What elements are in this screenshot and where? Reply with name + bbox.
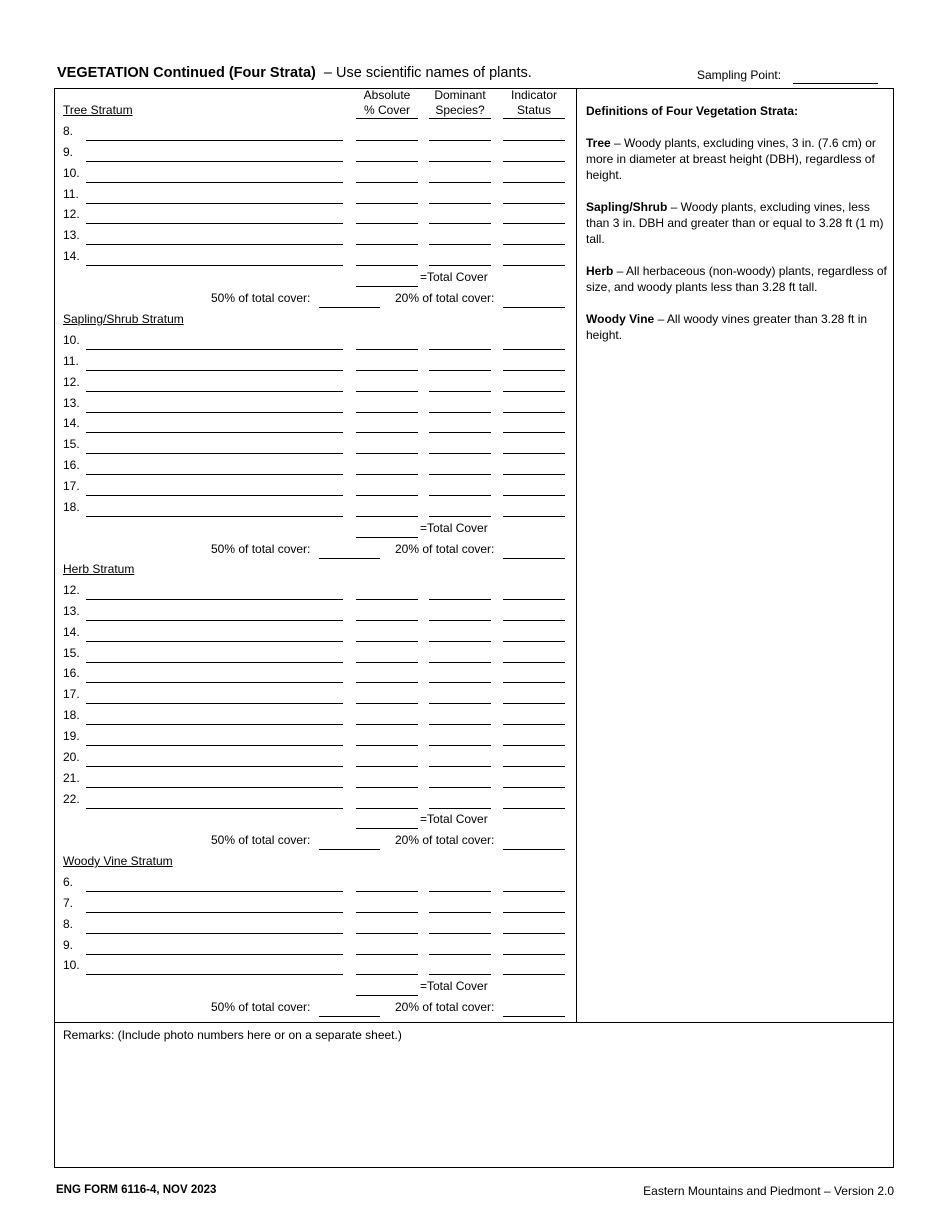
twenty-percent-field[interactable]: [503, 307, 565, 308]
species-name-field[interactable]: [86, 474, 343, 475]
form-title: [57, 65, 532, 81]
absolute-cover-field[interactable]: [356, 808, 418, 809]
absolute-cover-field[interactable]: [356, 265, 418, 266]
absolute-cover-field[interactable]: [356, 161, 418, 162]
absolute-cover-field[interactable]: [356, 682, 418, 683]
species-name-field[interactable]: [86, 912, 343, 913]
row-number: 10.: [63, 333, 80, 347]
twenty-percent-label: 20% of total cover:: [395, 541, 495, 556]
indicator-status-field[interactable]: [503, 432, 565, 433]
stratum-title: Tree Stratum: [63, 103, 133, 117]
indicator-status-field[interactable]: [503, 349, 565, 350]
indicator-status-field[interactable]: [503, 140, 565, 141]
indicator-status-field[interactable]: [503, 703, 565, 704]
total-cover-label: =Total Cover: [420, 520, 488, 535]
absolute-cover-field[interactable]: [356, 766, 418, 767]
species-name-field[interactable]: [86, 182, 343, 183]
indicator-status-field[interactable]: [503, 974, 565, 975]
fifty-percent-field[interactable]: [319, 1016, 380, 1017]
twenty-percent-label: 20% of total cover:: [395, 290, 495, 305]
absolute-cover-field[interactable]: [356, 244, 418, 245]
absolute-cover-field[interactable]: [356, 891, 418, 892]
twenty-percent-field[interactable]: [503, 849, 565, 850]
dominant-species-field[interactable]: [429, 412, 491, 413]
fifty-percent-field[interactable]: [319, 558, 380, 559]
dominant-species-field[interactable]: [429, 453, 491, 454]
column-divider: [576, 88, 577, 1022]
total-cover-field[interactable]: [356, 828, 418, 829]
footer-form-number: ENG FORM 6116-4, NOV 2023: [56, 1184, 217, 1196]
absolute-cover-field[interactable]: [356, 620, 418, 621]
fifty-percent-label: 50% of total cover:: [211, 290, 311, 305]
dominant-species-field[interactable]: [429, 808, 491, 809]
species-name-field[interactable]: [86, 745, 343, 746]
row-number: 17.: [63, 687, 80, 702]
definition-woody-vine: Woody Vine – All woody vines greater than 3.28 ft in height.: [586, 312, 868, 342]
indicator-status-field[interactable]: [503, 662, 565, 663]
remarks-field[interactable]: [56, 1046, 892, 1166]
species-name-field[interactable]: [86, 703, 343, 704]
indicator-status-field[interactable]: [503, 745, 565, 746]
species-name-field[interactable]: [86, 954, 343, 955]
dominant-species-field[interactable]: [429, 787, 491, 788]
header-underline-indicator: [503, 118, 565, 119]
absolute-cover-field[interactable]: [356, 495, 418, 496]
dominant-species-field[interactable]: [429, 620, 491, 621]
stratum-title: Herb Stratum: [63, 562, 135, 576]
row-number: 12.: [63, 374, 80, 389]
header-absolute-line1: Absolute: [363, 88, 411, 102]
absolute-cover-field[interactable]: [356, 599, 418, 600]
definition-herb: Herb – All herbaceous (non-woody) plants, regardless of size, and woody plants less than 3.28 ft tall.: [586, 264, 887, 294]
row-number: 21.: [63, 770, 80, 785]
absolute-cover-field[interactable]: [356, 474, 418, 475]
indicator-status-field[interactable]: [503, 265, 565, 266]
species-name-field[interactable]: [86, 620, 343, 621]
row-number: 11.: [63, 186, 79, 201]
dominant-species-field[interactable]: [429, 662, 491, 663]
row-number: 9.: [63, 937, 74, 952]
definition-sapling-shrub: Sapling/Shrub – Woody plants, excluding vines, less than 3 in. DBH and greater than or equal to 3.28 ft (1 m) tall.: [586, 200, 884, 246]
species-name-field[interactable]: [86, 516, 343, 517]
dominant-species-field[interactable]: [429, 933, 491, 934]
absolute-cover-field[interactable]: [356, 349, 418, 350]
absolute-cover-field[interactable]: [356, 724, 418, 725]
twenty-percent-label: 20% of total cover:: [395, 1000, 495, 1015]
indicator-status-field[interactable]: [503, 766, 565, 767]
species-name-field[interactable]: [86, 453, 343, 454]
row-number: 13.: [63, 395, 80, 410]
dominant-species-field[interactable]: [429, 223, 491, 224]
row-number: 16.: [63, 458, 80, 473]
absolute-cover-field[interactable]: [356, 974, 418, 975]
dominant-species-field[interactable]: [429, 161, 491, 162]
total-cover-label: =Total Cover: [420, 269, 488, 284]
indicator-status-field[interactable]: [503, 161, 565, 162]
dominant-species-field[interactable]: [429, 766, 491, 767]
row-number: 14.: [63, 624, 80, 639]
row-number: 16.: [63, 666, 80, 681]
species-name-field[interactable]: [86, 641, 343, 642]
species-name-field[interactable]: [86, 891, 343, 892]
stratum-title: Sapling/Shrub Stratum: [63, 312, 184, 326]
indicator-status-field[interactable]: [503, 223, 565, 224]
indicator-status-field[interactable]: [503, 370, 565, 371]
header-dominant-species: [429, 88, 491, 118]
dominant-species-field[interactable]: [429, 140, 491, 141]
species-name-field[interactable]: [86, 412, 343, 413]
species-name-field[interactable]: [86, 161, 343, 162]
dominant-species-field[interactable]: [429, 724, 491, 725]
row-number: 11.: [63, 353, 79, 368]
absolute-cover-field[interactable]: [356, 140, 418, 141]
species-name-field[interactable]: [86, 662, 343, 663]
dominant-species-field[interactable]: [429, 391, 491, 392]
row-number: 17.: [63, 478, 80, 493]
dominant-species-field[interactable]: [429, 912, 491, 913]
absolute-cover-field[interactable]: [356, 223, 418, 224]
dominant-species-field[interactable]: [429, 370, 491, 371]
twenty-percent-field[interactable]: [503, 1016, 565, 1017]
header-indicator-line1: Indicator: [510, 88, 558, 102]
fifty-percent-label: 50% of total cover:: [211, 541, 311, 556]
remarks-label: Remarks: (Include photo numbers here or on a separate sheet.): [63, 1028, 402, 1042]
sampling-point-label: Sampling Point:: [697, 68, 782, 82]
indicator-status-field[interactable]: [503, 599, 565, 600]
total-cover-label: =Total Cover: [420, 812, 488, 827]
dominant-species-field[interactable]: [429, 474, 491, 475]
absolute-cover-field[interactable]: [356, 703, 418, 704]
fifty-percent-label: 50% of total cover:: [211, 1000, 311, 1015]
species-name-field[interactable]: [86, 599, 343, 600]
indicator-status-field[interactable]: [503, 203, 565, 204]
indicator-status-field[interactable]: [503, 954, 565, 955]
total-cover-field[interactable]: [356, 537, 418, 538]
row-number: 12.: [63, 207, 80, 222]
form-title-instruction: – Use scientific names of plants.: [323, 65, 532, 81]
species-name-field[interactable]: [86, 724, 343, 725]
header-absolute-line2: % Cover: [363, 103, 410, 117]
definitions-heading: Definitions of Four Vegetation Strata:: [586, 104, 799, 118]
species-name-field[interactable]: [86, 203, 343, 204]
indicator-status-field[interactable]: [503, 724, 565, 725]
dominant-species-field[interactable]: [429, 203, 491, 204]
row-number: 6.: [63, 875, 74, 889]
remarks-divider: [54, 1022, 894, 1023]
absolute-cover-field[interactable]: [356, 641, 418, 642]
header-indicator-status: [503, 88, 565, 118]
twenty-percent-label: 20% of total cover:: [395, 833, 495, 848]
twenty-percent-field[interactable]: [503, 558, 565, 559]
absolute-cover-field[interactable]: [356, 662, 418, 663]
header-absolute-cover: [356, 88, 418, 118]
fifty-percent-field[interactable]: [319, 307, 380, 308]
indicator-status-field[interactable]: [503, 682, 565, 683]
absolute-cover-field[interactable]: [356, 182, 418, 183]
total-cover-label: =Total Cover: [420, 979, 488, 994]
species-name-field[interactable]: [86, 808, 343, 809]
absolute-cover-field[interactable]: [356, 370, 418, 371]
fifty-percent-label: 50% of total cover:: [211, 833, 311, 848]
species-name-field[interactable]: [86, 682, 343, 683]
row-number: 7.: [63, 895, 74, 910]
absolute-cover-field[interactable]: [356, 516, 418, 517]
species-name-field[interactable]: [86, 140, 343, 141]
absolute-cover-field[interactable]: [356, 432, 418, 433]
indicator-status-field[interactable]: [503, 182, 565, 183]
indicator-status-field[interactable]: [503, 453, 565, 454]
species-name-field[interactable]: [86, 495, 343, 496]
species-name-field[interactable]: [86, 933, 343, 934]
dominant-species-field[interactable]: [429, 432, 491, 433]
species-name-field[interactable]: [86, 244, 343, 245]
species-name-field[interactable]: [86, 370, 343, 371]
indicator-status-field[interactable]: [503, 244, 565, 245]
absolute-cover-field[interactable]: [356, 954, 418, 955]
row-number: 18.: [63, 708, 80, 723]
species-name-field[interactable]: [86, 787, 343, 788]
fifty-percent-field[interactable]: [319, 849, 380, 850]
footer-version: Eastern Mountains and Piedmont – Version 2.0: [643, 1184, 894, 1198]
indicator-status-field[interactable]: [503, 516, 565, 517]
indicator-status-field[interactable]: [503, 891, 565, 892]
total-cover-field[interactable]: [356, 286, 418, 287]
indicator-status-field[interactable]: [503, 495, 565, 496]
dominant-species-field[interactable]: [429, 641, 491, 642]
row-number: 10.: [63, 958, 80, 973]
absolute-cover-field[interactable]: [356, 203, 418, 204]
header-underline-cover: [356, 118, 418, 119]
row-number: 8.: [63, 916, 74, 931]
indicator-status-field[interactable]: [503, 912, 565, 913]
dominant-species-field[interactable]: [429, 703, 491, 704]
indicator-status-field[interactable]: [503, 391, 565, 392]
row-number: 15.: [63, 645, 80, 660]
row-number: 14.: [63, 416, 80, 431]
header-dominant-line1: Dominant: [434, 88, 486, 102]
absolute-cover-field[interactable]: [356, 391, 418, 392]
species-name-field[interactable]: [86, 432, 343, 433]
indicator-status-field[interactable]: [503, 641, 565, 642]
row-number: 18.: [63, 499, 80, 514]
dominant-species-field[interactable]: [429, 349, 491, 350]
row-number: 9.: [63, 144, 74, 159]
header-indicator-line2: Status: [516, 103, 552, 117]
row-number: 22.: [63, 791, 80, 806]
species-name-field[interactable]: [86, 349, 343, 350]
indicator-status-field[interactable]: [503, 412, 565, 413]
dominant-species-field[interactable]: [429, 265, 491, 266]
dominant-species-field[interactable]: [429, 891, 491, 892]
row-number: 12.: [63, 583, 80, 597]
row-number: 15.: [63, 437, 80, 452]
row-number: 20.: [63, 749, 80, 764]
dominant-species-field[interactable]: [429, 495, 491, 496]
dominant-species-field[interactable]: [429, 682, 491, 683]
indicator-status-field[interactable]: [503, 620, 565, 621]
species-name-field[interactable]: [86, 766, 343, 767]
absolute-cover-field[interactable]: [356, 933, 418, 934]
dominant-species-field[interactable]: [429, 182, 491, 183]
dominant-species-field[interactable]: [429, 954, 491, 955]
row-number: 13.: [63, 228, 80, 243]
absolute-cover-field[interactable]: [356, 912, 418, 913]
dominant-species-field[interactable]: [429, 974, 491, 975]
total-cover-field[interactable]: [356, 995, 418, 996]
species-name-field[interactable]: [86, 974, 343, 975]
absolute-cover-field[interactable]: [356, 745, 418, 746]
dominant-species-field[interactable]: [429, 745, 491, 746]
row-number: 13.: [63, 603, 80, 618]
absolute-cover-field[interactable]: [356, 453, 418, 454]
dominant-species-field[interactable]: [429, 516, 491, 517]
stratum-title: Woody Vine Stratum: [63, 854, 173, 868]
indicator-status-field[interactable]: [503, 474, 565, 475]
definition-tree: Tree – Woody plants, excluding vines, 3 in. (7.6 cm) or more in diameter at breast height (DBH), regardless of height.: [586, 136, 876, 182]
row-number: 19.: [63, 728, 80, 743]
species-name-field[interactable]: [86, 265, 343, 266]
sampling-point-field[interactable]: [793, 83, 878, 84]
species-name-field[interactable]: [86, 391, 343, 392]
header-underline-dominant: [429, 118, 491, 119]
definitions-panel: [586, 103, 888, 359]
dominant-species-field[interactable]: [429, 599, 491, 600]
indicator-status-field[interactable]: [503, 808, 565, 809]
dominant-species-field[interactable]: [429, 244, 491, 245]
species-name-field[interactable]: [86, 223, 343, 224]
absolute-cover-field[interactable]: [356, 412, 418, 413]
header-dominant-line2: Species?: [435, 103, 485, 117]
indicator-status-field[interactable]: [503, 787, 565, 788]
indicator-status-field[interactable]: [503, 933, 565, 934]
row-number: 8.: [63, 124, 74, 138]
row-number: 14.: [63, 249, 80, 264]
absolute-cover-field[interactable]: [356, 787, 418, 788]
form-title-bold: VEGETATION Continued (Four Strata): [57, 65, 316, 81]
row-number: 10.: [63, 165, 80, 180]
